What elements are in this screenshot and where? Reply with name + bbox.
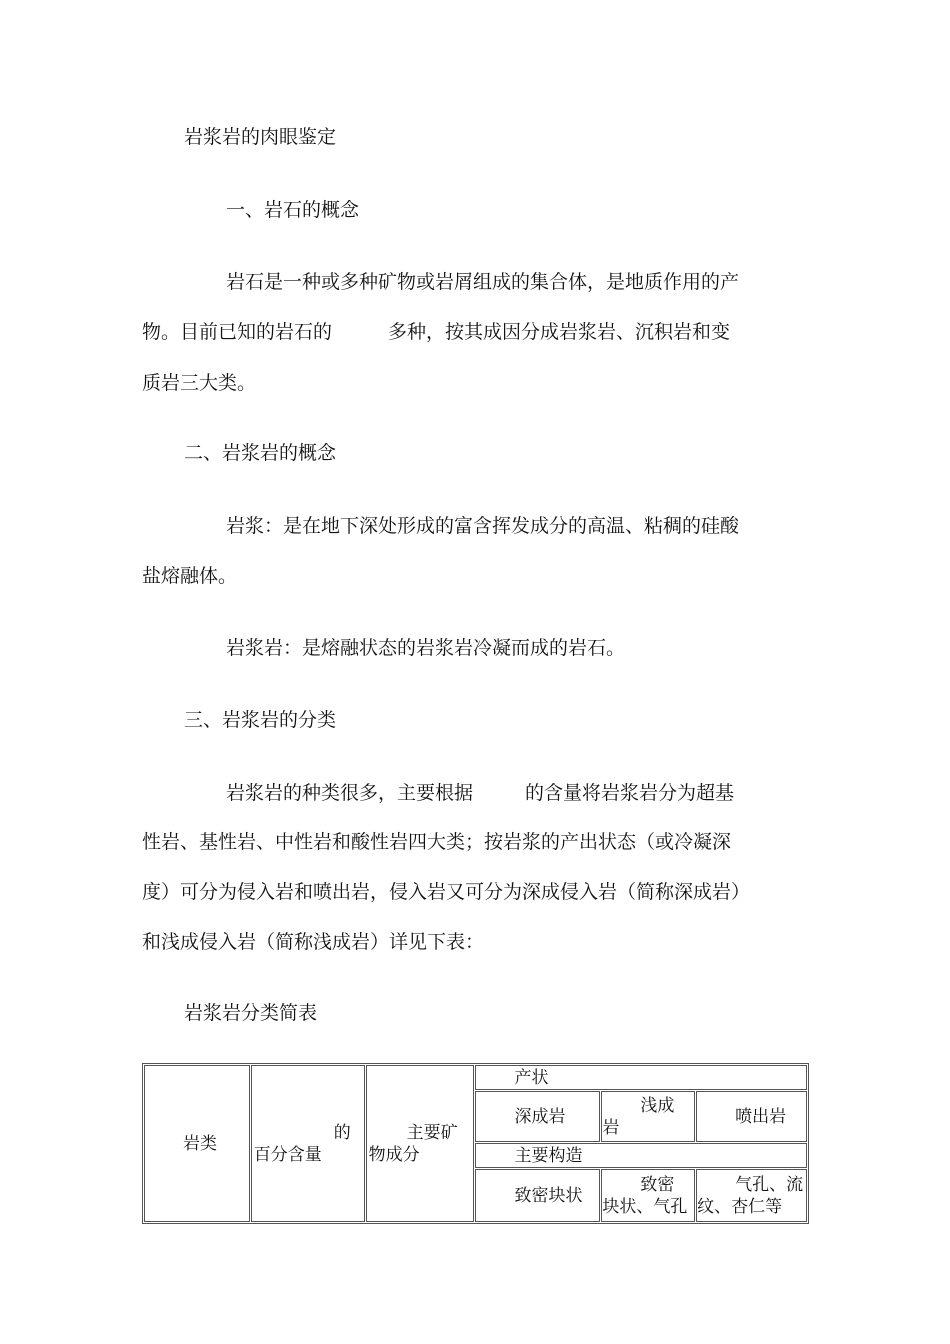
section-1-para-line-2 bbox=[142, 320, 730, 344]
structure-extrusive bbox=[696, 1169, 807, 1222]
header-main-structure bbox=[475, 1143, 807, 1168]
section-2-para-line-1: 岩浆：是在地下深处形成的富含挥发成分的高温、粘稠的硅酸 bbox=[226, 515, 740, 537]
cell-text: 气孔、流 bbox=[735, 1174, 804, 1195]
cell-text: 深成岩 bbox=[514, 1106, 566, 1127]
cell-text: 主要构造 bbox=[514, 1145, 583, 1166]
cell-text: 岩 bbox=[602, 1117, 620, 1138]
section-3-para-line-1 bbox=[226, 781, 734, 805]
header-main-minerals bbox=[366, 1065, 475, 1222]
section-3-heading: 三、岩浆岩的分类 bbox=[184, 709, 337, 731]
structure-shallow bbox=[601, 1169, 695, 1222]
cell-text: 的 bbox=[333, 1122, 351, 1143]
cell-text: 百分含量 bbox=[253, 1144, 322, 1165]
header-occurrence bbox=[475, 1065, 807, 1090]
section-2-heading: 二、岩浆岩的概念 bbox=[184, 442, 337, 464]
cell-text: 岩类 bbox=[183, 1133, 217, 1154]
cell-text: 致密块状 bbox=[514, 1185, 583, 1206]
section-2-para-line-2: 盐熔融体。 bbox=[142, 565, 238, 587]
header-percent-content bbox=[251, 1065, 365, 1222]
para-text: 多种，按其成因分成岩浆岩、沉积岩和变 bbox=[388, 321, 731, 343]
table-title: 岩浆岩分类简表 bbox=[184, 1002, 318, 1024]
structure-deep bbox=[475, 1169, 600, 1222]
section-1-para-line-3: 质岩三大类。 bbox=[142, 372, 257, 394]
cell-text: 浅成 bbox=[640, 1095, 675, 1116]
cell-text: 致密 bbox=[640, 1174, 675, 1195]
occurrence-shallow bbox=[601, 1091, 695, 1142]
header-rock-type bbox=[144, 1065, 250, 1222]
occurrence-deep bbox=[475, 1091, 600, 1142]
section-1-para-line-1: 岩石是一种或多种矿物或岩屑组成的集合体，是地质作用的产 bbox=[226, 271, 740, 293]
cell-text: 纹、杏仁等 bbox=[697, 1196, 783, 1217]
cell-text: 主要矿 bbox=[406, 1122, 458, 1143]
para-text: 物。目前已知的岩石的 bbox=[142, 321, 333, 343]
section-2-para-2: 岩浆岩：是熔融状态的岩浆岩冷凝而成的岩石。 bbox=[226, 637, 626, 659]
rock-classification-table bbox=[142, 1063, 809, 1224]
occurrence-extrusive bbox=[696, 1091, 807, 1142]
section-3-para-line-3: 度）可分为侵入岩和喷出岩，侵入岩又可分为深成侵入岩（简称深成岩） bbox=[142, 881, 751, 903]
para-text: 岩浆岩的种类很多，主要根据 bbox=[226, 782, 474, 804]
cell-text: 物成分 bbox=[368, 1144, 420, 1165]
section-1-heading: 一、岩石的概念 bbox=[226, 199, 360, 221]
cell-text: 喷出岩 bbox=[735, 1106, 787, 1127]
para-text: 的含量将岩浆岩分为超基 bbox=[525, 782, 735, 804]
section-3-para-line-4: 和浅成侵入岩（简称浅成岩）详见下表： bbox=[142, 931, 485, 953]
section-3-para-line-2: 性岩、基性岩、中性岩和酸性岩四大类；按岩浆的产出状态（或冷凝深 bbox=[142, 831, 732, 853]
doc-title: 岩浆岩的肉眼鉴定 bbox=[184, 126, 337, 148]
cell-text: 产状 bbox=[514, 1067, 549, 1088]
cell-text: 块状、气孔 bbox=[602, 1196, 688, 1217]
